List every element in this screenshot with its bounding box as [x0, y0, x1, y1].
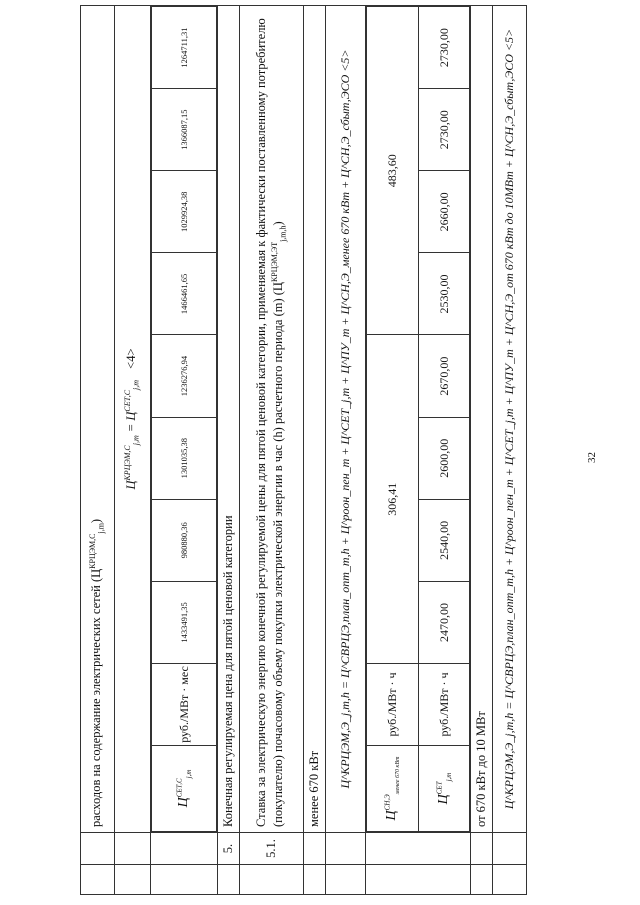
row-text: Ставка за электрическую энергию конечной регулируемой цены для пятой ценовой категории, применяемая к фактически поставленному потребителю (покупателю) почасовому объему покупки электрической энергии в час (h) расчетного периода (m) $(Ц^{КРЦЭМ,ЭТ}_{j,m,h})$	[240, 6, 304, 833]
formula-less-670: Ц^КРЦЭМ,Э_j,m,h = Ц^СВРЦЭ,план_опт_m,h + Ц^роон_пен_m + Ц^СЕТ_j,m + Ц^ПУ_m + Ц^СН,Э_менее 670 кВт + Ц^СН,Э_сбыт,ЭСО <5>	[326, 6, 366, 833]
section-heading: расходов на содержание электрических сетей $(Ц^{КРЦЭМ,С}_{j,m})$	[81, 6, 115, 833]
less-670-values-table	[366, 6, 470, 832]
set-unit: руб./МВт · ч	[419, 664, 470, 746]
cet-value: 980880,36	[152, 499, 217, 581]
set-value: 2660,00	[419, 171, 470, 253]
sn-unit: руб./МВт · ч	[367, 664, 419, 746]
table-row	[493, 6, 527, 895]
set-value: 2470,00	[419, 581, 470, 663]
tariff-table	[80, 5, 527, 895]
set-value: 2730,00	[419, 89, 470, 171]
cet-value: 1466461,65	[152, 253, 217, 335]
formula-670-10mw: Ц^КРЦЭМ,Э_j,m,h = Ц^СВРЦЭ,план_опт_m,h + Ц^роон_пен_m + Ц^СЕТ_j,m + Ц^ПУ_m + Ц^СН,Э_от 670 кВт до 10МВт + Ц^СН,Э_сбыт,ЭСО <5>	[493, 6, 527, 833]
table-row	[218, 6, 240, 895]
cet-value: 1236276,94	[152, 335, 217, 417]
cet-values-table	[151, 6, 217, 832]
cet-value: 1264711,31	[152, 7, 217, 89]
page-number: 32	[586, 452, 598, 463]
table-row	[81, 6, 115, 895]
sn-value: 306,41	[367, 335, 419, 664]
row-number: 5.1.	[240, 833, 304, 865]
set-value: 2600,00	[419, 417, 470, 499]
cet-unit: руб./МВт · мес	[152, 664, 217, 746]
set-value: 2530,00	[419, 253, 470, 335]
range-label: от 670 кВт до 10 МВт	[471, 6, 493, 833]
cet-value: 1433491,35	[152, 581, 217, 663]
set-value: 2670,00	[419, 335, 470, 417]
cet-value: 1029924,38	[152, 171, 217, 253]
table-row	[304, 6, 326, 895]
cet-value: 1301035,38	[152, 417, 217, 499]
range-label: менее 670 кВт	[304, 6, 326, 833]
table-row	[471, 6, 493, 895]
set-symbol: $Ц^{СЕТ}_{j,m}$	[419, 746, 470, 832]
row-number: 5.	[218, 833, 240, 865]
sn-value: 483,60	[367, 7, 419, 336]
table-row	[151, 6, 218, 895]
table-row	[115, 6, 151, 895]
row-text: Конечная регулируемая цена для пятой ценовой категории	[218, 6, 240, 833]
cet-value: 1366087,15	[152, 89, 217, 171]
table-row	[240, 6, 304, 895]
table-row	[366, 6, 471, 895]
sn-symbol: $Ц^{СН,Э}_{менее 670 кВт}$	[367, 746, 419, 832]
set-value: 2730,00	[419, 7, 470, 89]
formula-cet: $Ц^{КРЦЭМ,С}_{j,m} = Ц^{СЕТ,С}_{j,m} <4>$	[115, 6, 151, 833]
cet-symbol: $Ц^{СЕТ,С}_{j,m}$	[152, 746, 217, 832]
set-value: 2540,00	[419, 499, 470, 581]
table-row	[326, 6, 366, 895]
